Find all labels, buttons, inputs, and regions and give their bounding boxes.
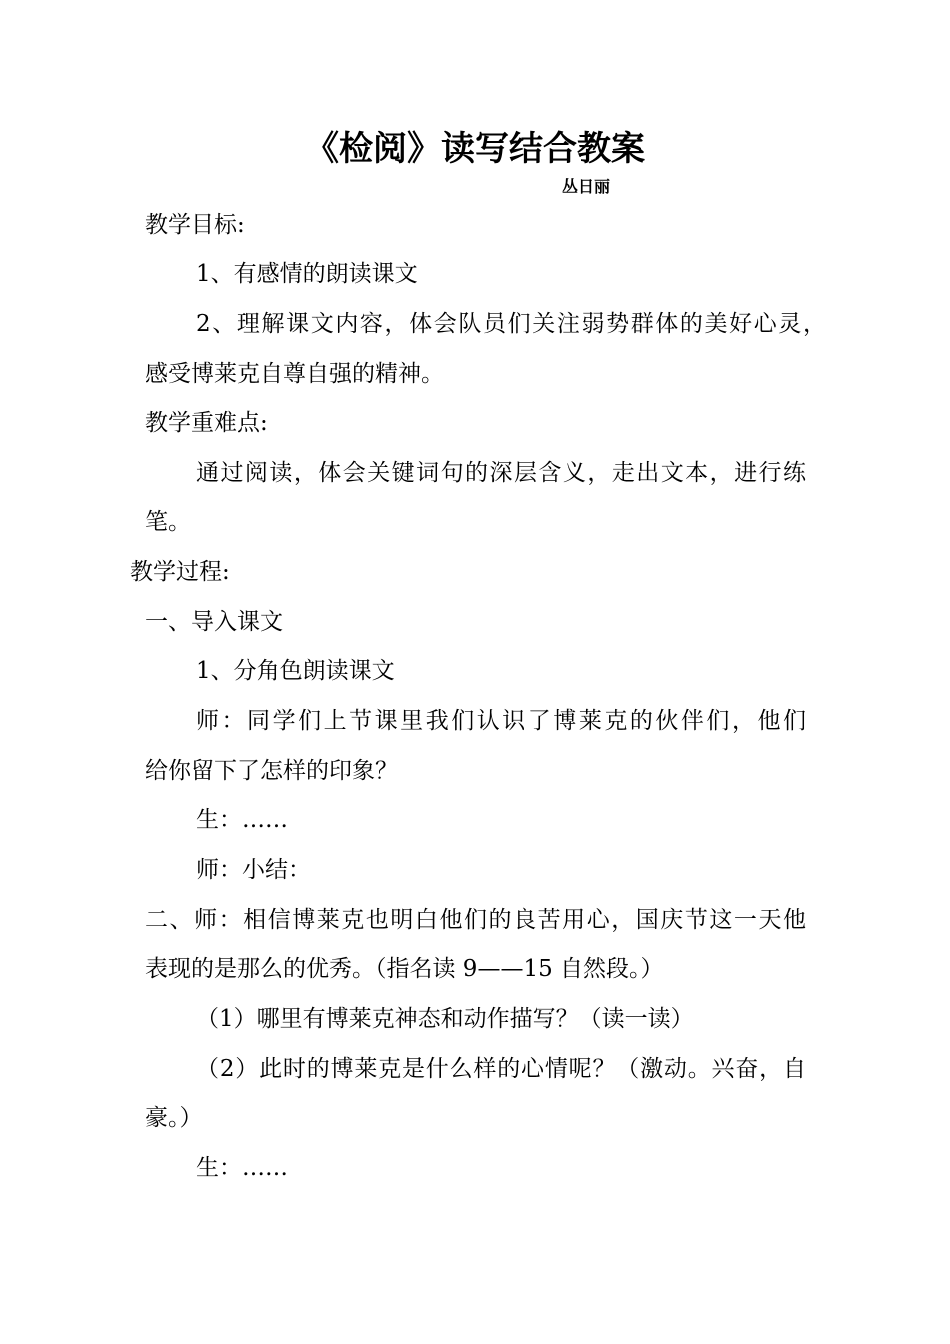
paragraph-line: 通过阅读，体会关键词句的深层含义，走出文本，进行练 <box>196 460 806 486</box>
section-heading: 一、导入课文 <box>145 609 283 635</box>
paragraph-line: （2）此时的博莱克是什么样的心情呢？（激动。兴奋，自 <box>196 1056 806 1082</box>
paragraph-line: （1）哪里有博莱克神态和动作描写？（读一读） <box>196 1006 694 1032</box>
paragraph-line: 1、分角色朗读课文 <box>196 658 395 684</box>
paragraph-line: 生：…… <box>196 1155 288 1181</box>
paragraph-line: 师：同学们上节课里我们认识了博莱克的伙伴们，他们 <box>196 708 806 734</box>
paragraph-line: 1、有感情的朗读课文 <box>196 261 418 287</box>
heading-teaching-goals: 教学目标: <box>145 212 245 238</box>
paragraph-line: 给你留下了怎样的印象？ <box>145 758 398 784</box>
paragraph-line: 2、理解课文内容，体会队员们关注弱势群体的美好心灵， <box>196 311 826 337</box>
paragraph-line: 表现的是那么的优秀。（指名读 9——15 自然段。） <box>145 956 664 982</box>
heading-key-points: 教学重难点: <box>145 410 268 436</box>
section-heading: 二、师：相信博莱克也明白他们的良苦用心，国庆节这一天他 <box>145 907 806 933</box>
paragraph-line: 豪。） <box>145 1105 203 1131</box>
paragraph-line: 生：…… <box>196 807 288 833</box>
paragraph-line: 感受博莱克自尊自强的精神。 <box>145 361 444 387</box>
heading-teaching-process: 教学过程: <box>130 559 230 585</box>
document-author: 丛日丽 <box>562 177 611 196</box>
paragraph-line: 师：小结： <box>196 857 311 883</box>
document-title: 《检阅》读写结合教案 <box>305 129 645 169</box>
paragraph-line: 笔。 <box>145 509 191 535</box>
